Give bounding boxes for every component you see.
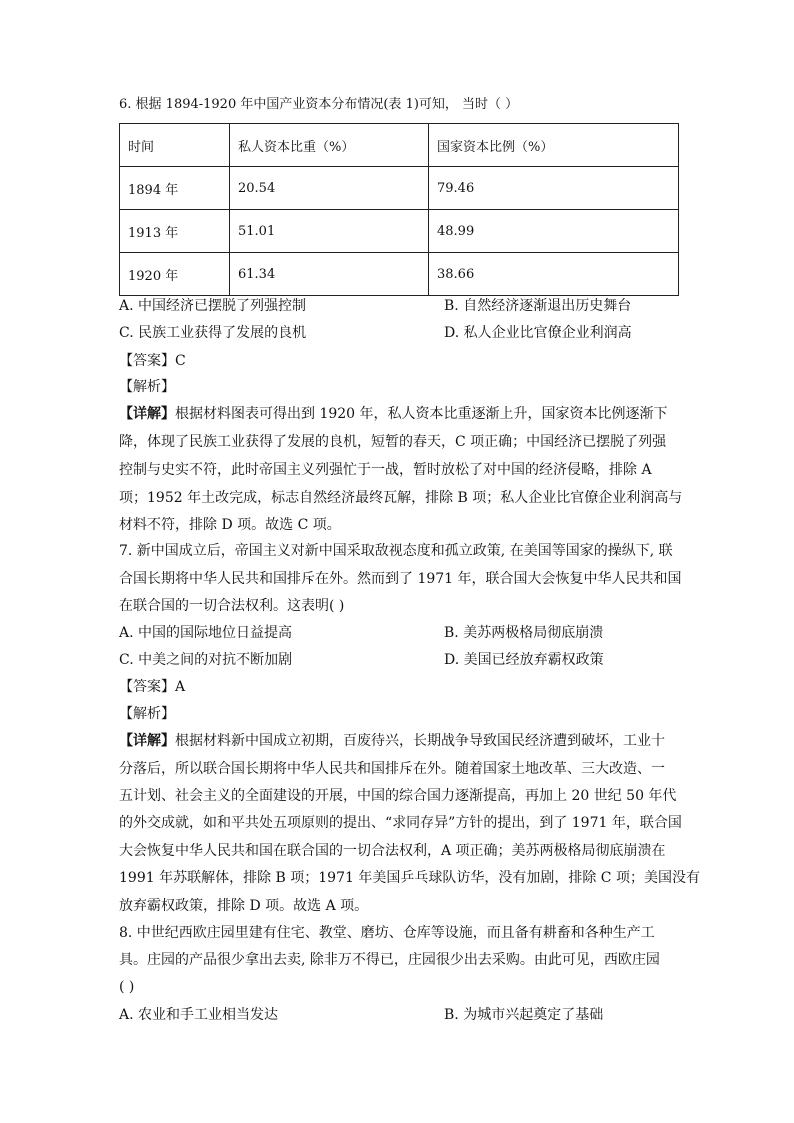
- q6-option-d: D. 私人企业比官僚企业利润高: [444, 325, 632, 341]
- q6-detail-line: 降，体现了民族工业获得了发展的良机，短暂的春天，C 项正确；中国经济已摆脱了列强: [119, 434, 667, 450]
- q7-detail-line: 分落后，所以联合国长期将中华人民共和国排斥在外。随着国家土地改革、三大改造、一: [119, 761, 665, 777]
- q7-analysis-label: 【解析】: [119, 706, 175, 722]
- table-cell: 48.99: [429, 210, 679, 253]
- q6-option-c: C. 民族工业获得了发展的良机: [119, 325, 307, 341]
- table-cell: 1920 年: [120, 253, 230, 296]
- table-row: [120, 210, 679, 253]
- q7-option-b: B. 美苏两极格局彻底崩溃: [444, 625, 604, 641]
- q7-detail-line: 1991 年苏联解体，排除 B 项；1971 年美国乒乓球队访华，没有加剧，排除 C 项；美国没有: [119, 870, 700, 886]
- q6-data-table: [119, 123, 679, 296]
- table-cell: 20.54: [230, 167, 429, 210]
- q7-option-a: A. 中国的国际地位日益提高: [119, 625, 293, 641]
- q6-detail-line: 项；1952 年土改完成，标志自然经济最终瓦解，排除 B 项；私人企业比官僚企业利润高与: [119, 490, 683, 506]
- q6-detail-line: 材料不符，排除 D 项。故选 C 项。: [119, 517, 341, 533]
- q7-detail-line: 的外交成就，如和平共处五项原则的提出、“求同存异”方针的提出，到了 1971 年，联合国: [119, 815, 682, 831]
- q7-detail-line: [119, 731, 665, 751]
- q6-option-b: B. 自然经济逐渐退出历史舞台: [444, 298, 632, 314]
- q7-detail-text: 根据材料新中国成立初期，百废待兴，长期战争导致国民经济遭到破坏，工业十: [175, 733, 665, 749]
- table-cell: 1894 年: [120, 167, 230, 210]
- q6-detail-line: [119, 404, 668, 424]
- table-row: [120, 167, 679, 210]
- q7-stem-line: 7. 新中国成立后，帝国主义对新中国采取敌视态度和孤立政策, 在美国等国家的操纵下, 联: [119, 543, 673, 559]
- q8-option-b: B. 为城市兴起奠定了基础: [444, 1007, 604, 1023]
- table-cell: 38.66: [429, 253, 679, 296]
- q7-option-d: D. 美国已经放弃霸权政策: [444, 652, 604, 668]
- table-header-row: [120, 124, 679, 167]
- q7-detail-line: 五计划、社会主义的全面建设的开展，中国的综合国力逐渐提高，再加上 20 世纪 50 年代: [119, 788, 677, 804]
- table-header-cell: 时间: [120, 124, 230, 167]
- table-header-cell: 私人资本比重（%）: [230, 124, 429, 167]
- q7-stem-line: 在联合国的一切合法权利。这表明( ): [119, 598, 345, 614]
- q6-option-a: A. 中国经济已摆脱了列强控制: [119, 298, 307, 314]
- q7-stem-line: 合国长期将中华人民共和国排斥在外。然而到了 1971 年，联合国大会恢复中华人民共和国: [119, 571, 682, 587]
- table-cell: 1913 年: [120, 210, 230, 253]
- table-row: [120, 253, 679, 296]
- q6-detail-line: 控制与史实不符，此时帝国主义列强忙于一战，暂时放松了对中国的经济侵略，排除 A: [119, 462, 652, 478]
- q6-answer: 【答案】C: [119, 353, 186, 369]
- q8-stem-line: 具。庄园的产品很少拿出去卖, 除非万不得已，庄园很少出去采购。由此可见，西欧庄园: [119, 952, 660, 968]
- q6-detail-text: 根据材料图表可得出到 1920 年，私人资本比重逐渐上升，国家资本比例逐渐下: [175, 406, 668, 422]
- q8-stem-line: 8. 中世纪西欧庄园里建有住宅、教堂、磨坊、仓库等设施，而且备有耕畜和各种生产工: [119, 925, 655, 941]
- q8-stem-line: ( ): [119, 979, 135, 995]
- q7-detail-line: 放弃霸权政策，排除 D 项。故选 A 项。: [119, 898, 369, 914]
- q7-answer: 【答案】A: [119, 679, 186, 695]
- table-cell: 51.01: [230, 210, 429, 253]
- q8-option-a: A. 农业和手工业相当发达: [119, 1007, 279, 1023]
- table-cell: 61.34: [230, 253, 429, 296]
- q6-title: 6. 根据 1894-1920 年中国产业资本分布情况(表 1)可知， 当时（ ）: [119, 97, 519, 112]
- q6-analysis-label: 【解析】: [119, 379, 175, 395]
- q6-detail-tag: 【详解】: [119, 406, 175, 422]
- q7-option-c: C. 中美之间的对抗不断加剧: [119, 652, 293, 668]
- q7-detail-tag: 【详解】: [119, 733, 175, 749]
- q7-detail-line: 大会恢复中华人民共和国在联合国的一切合法权利，A 项正确；美苏两极格局彻底崩溃在: [119, 843, 666, 859]
- table-header-cell: 国家资本比例（%）: [429, 124, 679, 167]
- table-cell: 79.46: [429, 167, 679, 210]
